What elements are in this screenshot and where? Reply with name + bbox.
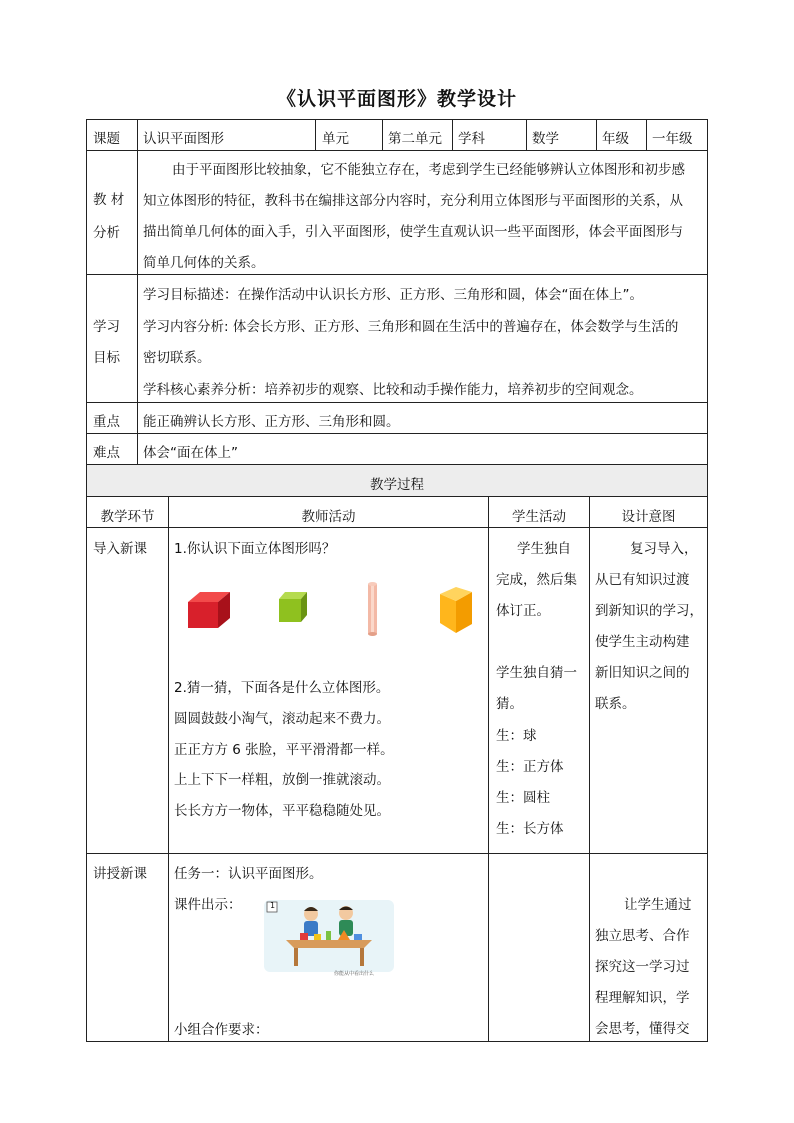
- material-line: 知立体图形的特征，教科书在编排这部分内容时，充分利用立体图形与平面图形的关系，从: [143, 193, 683, 209]
- lecture-intent-line: 程理解知识，学: [595, 990, 690, 1006]
- lecture-task: 任务一：认识平面图形。: [174, 866, 323, 882]
- illustration-badge: 1: [269, 901, 276, 910]
- table-rule: [452, 119, 453, 150]
- material-line: 由于平面图形比较抽象，它不能独立存在，考虑到学生已经能够辨认立体图形和初步感: [172, 162, 685, 178]
- student-line: 生：正方体: [496, 759, 564, 775]
- table-border: [707, 119, 708, 1042]
- material-label-2: 分析: [93, 225, 120, 241]
- table-rule: [86, 402, 708, 403]
- intent-line: 联系。: [595, 696, 636, 712]
- label-unit: 单元: [322, 131, 349, 147]
- label-subject: 学科: [458, 131, 485, 147]
- table-rule: [86, 527, 708, 528]
- table-rule: [596, 119, 597, 150]
- courseware-illustration: [264, 900, 394, 972]
- table-rule: [86, 150, 708, 151]
- lecture-stage: 讲授新课: [93, 866, 147, 882]
- student-line: 猜。: [496, 696, 523, 712]
- student-line: 生：圆柱: [496, 790, 550, 806]
- subject-value: 数学: [532, 131, 559, 147]
- riddle-line: 正正方方 6 张脸，平平滑滑都一样。: [174, 742, 394, 758]
- solid-shapes-figure: [180, 578, 480, 640]
- difficulty-text: 体会“面在体上”: [143, 445, 238, 461]
- table-rule: [315, 119, 316, 150]
- red-cuboid-shape: [188, 592, 230, 628]
- goals-label-1: 学习: [93, 319, 120, 335]
- goals-line: 学习目标描述：在操作活动中认识长方形、正方形、三角形和圆，体会“面在体上”。: [143, 287, 643, 303]
- goals-line: 密切联系。: [143, 350, 211, 366]
- key-text: 能正确辨认长方形、正方形、三角形和圆。: [143, 414, 400, 430]
- illustration-caption: 你能从中看出什么: [334, 971, 375, 977]
- goals-label-2: 目标: [93, 350, 120, 366]
- difficulty-label: 难点: [93, 445, 120, 461]
- intro-question-1: 1.你认识下面立体图形吗？: [174, 541, 336, 557]
- intro-question-2: 2.猜一猜，下面各是什么立体图形。: [174, 680, 390, 696]
- lecture-show: 课件出示：: [174, 897, 242, 913]
- table-rule: [382, 119, 383, 150]
- student-line: 生：长方体: [496, 821, 564, 837]
- lecture-group: 小组合作要求：: [174, 1022, 269, 1038]
- table-rule: [137, 119, 138, 464]
- material-line: 简单几何体的关系。: [143, 255, 265, 271]
- process-heading: 教学过程: [370, 477, 424, 493]
- table-rule: [86, 433, 708, 434]
- riddle-line: 长长方方一物体，平平稳稳随处见。: [174, 803, 390, 819]
- table-rule: [86, 853, 708, 854]
- label-grade: 年级: [602, 131, 629, 147]
- pink-cylinder-shape: [368, 582, 377, 636]
- col-student: 学生活动: [512, 509, 566, 525]
- label-topic: 课题: [93, 131, 120, 147]
- student-line: 完成，然后集: [496, 572, 577, 588]
- material-line: 描出简单几何体的面入手，引入平面图形，使学生直观认识一些平面图形，体会平面图形与: [143, 224, 683, 240]
- table-rule: [526, 119, 527, 150]
- lecture-intent-line: 探究这一学习过: [595, 959, 690, 975]
- table-rule: [86, 496, 708, 497]
- table-border: [86, 119, 87, 1042]
- lecture-intent-line: 独立思考、合作: [595, 928, 690, 944]
- table-rule: [168, 496, 169, 1042]
- student-line: 体订正。: [496, 603, 550, 619]
- intent-line: 到新知识的学习，: [595, 603, 703, 619]
- intent-line: 使学生主动构建: [595, 634, 690, 650]
- intro-stage: 导入新课: [93, 541, 147, 557]
- table-border: [86, 119, 708, 120]
- material-label-1: 教 材: [93, 192, 125, 208]
- lecture-intent-line: 让学生通过: [624, 897, 692, 913]
- student-line: 生：球: [496, 728, 537, 744]
- student-line: 学生独自: [517, 541, 571, 557]
- intent-line: 复习导入，: [630, 541, 698, 557]
- page-title: 《认识平面图形》教学设计: [276, 88, 517, 110]
- goals-line: 学科核心素养分析：培养初步的观察、比较和动手操作能力，培养初步的空间观念。: [143, 382, 643, 398]
- col-stage: 教学环节: [100, 509, 155, 525]
- key-label: 重点: [93, 414, 120, 430]
- goals-line: 学习内容分析: 体会长方形、正方形、三角形和圆在生活中的普遍存在，体会数学与生活的: [143, 319, 679, 335]
- col-intent: 设计意图: [621, 509, 676, 525]
- col-teacher: 教师活动: [301, 509, 356, 525]
- unit-value: 第二单元: [388, 131, 442, 147]
- orange-prism-shape: [440, 587, 472, 633]
- riddle-line: 圆圆鼓鼓小淘气，滚动起来不费力。: [174, 711, 390, 727]
- intent-line: 从已有知识过渡: [595, 572, 690, 588]
- riddle-line: 上上下下一样粗，放倒一推就滚动。: [174, 772, 390, 788]
- student-line: 学生独自猜一: [496, 665, 577, 681]
- table-rule: [86, 274, 708, 275]
- topic-value: 认识平面图形: [143, 131, 224, 147]
- table-border: [86, 1041, 708, 1042]
- intent-line: 新旧知识之间的: [595, 665, 690, 681]
- lecture-intent-line: 会思考，懂得交: [595, 1021, 690, 1037]
- table-rule: [646, 119, 647, 150]
- table-rule: [488, 496, 489, 1042]
- table-rule: [589, 496, 590, 1042]
- grade-value: 一年级: [652, 131, 693, 147]
- green-cube-shape: [279, 592, 307, 622]
